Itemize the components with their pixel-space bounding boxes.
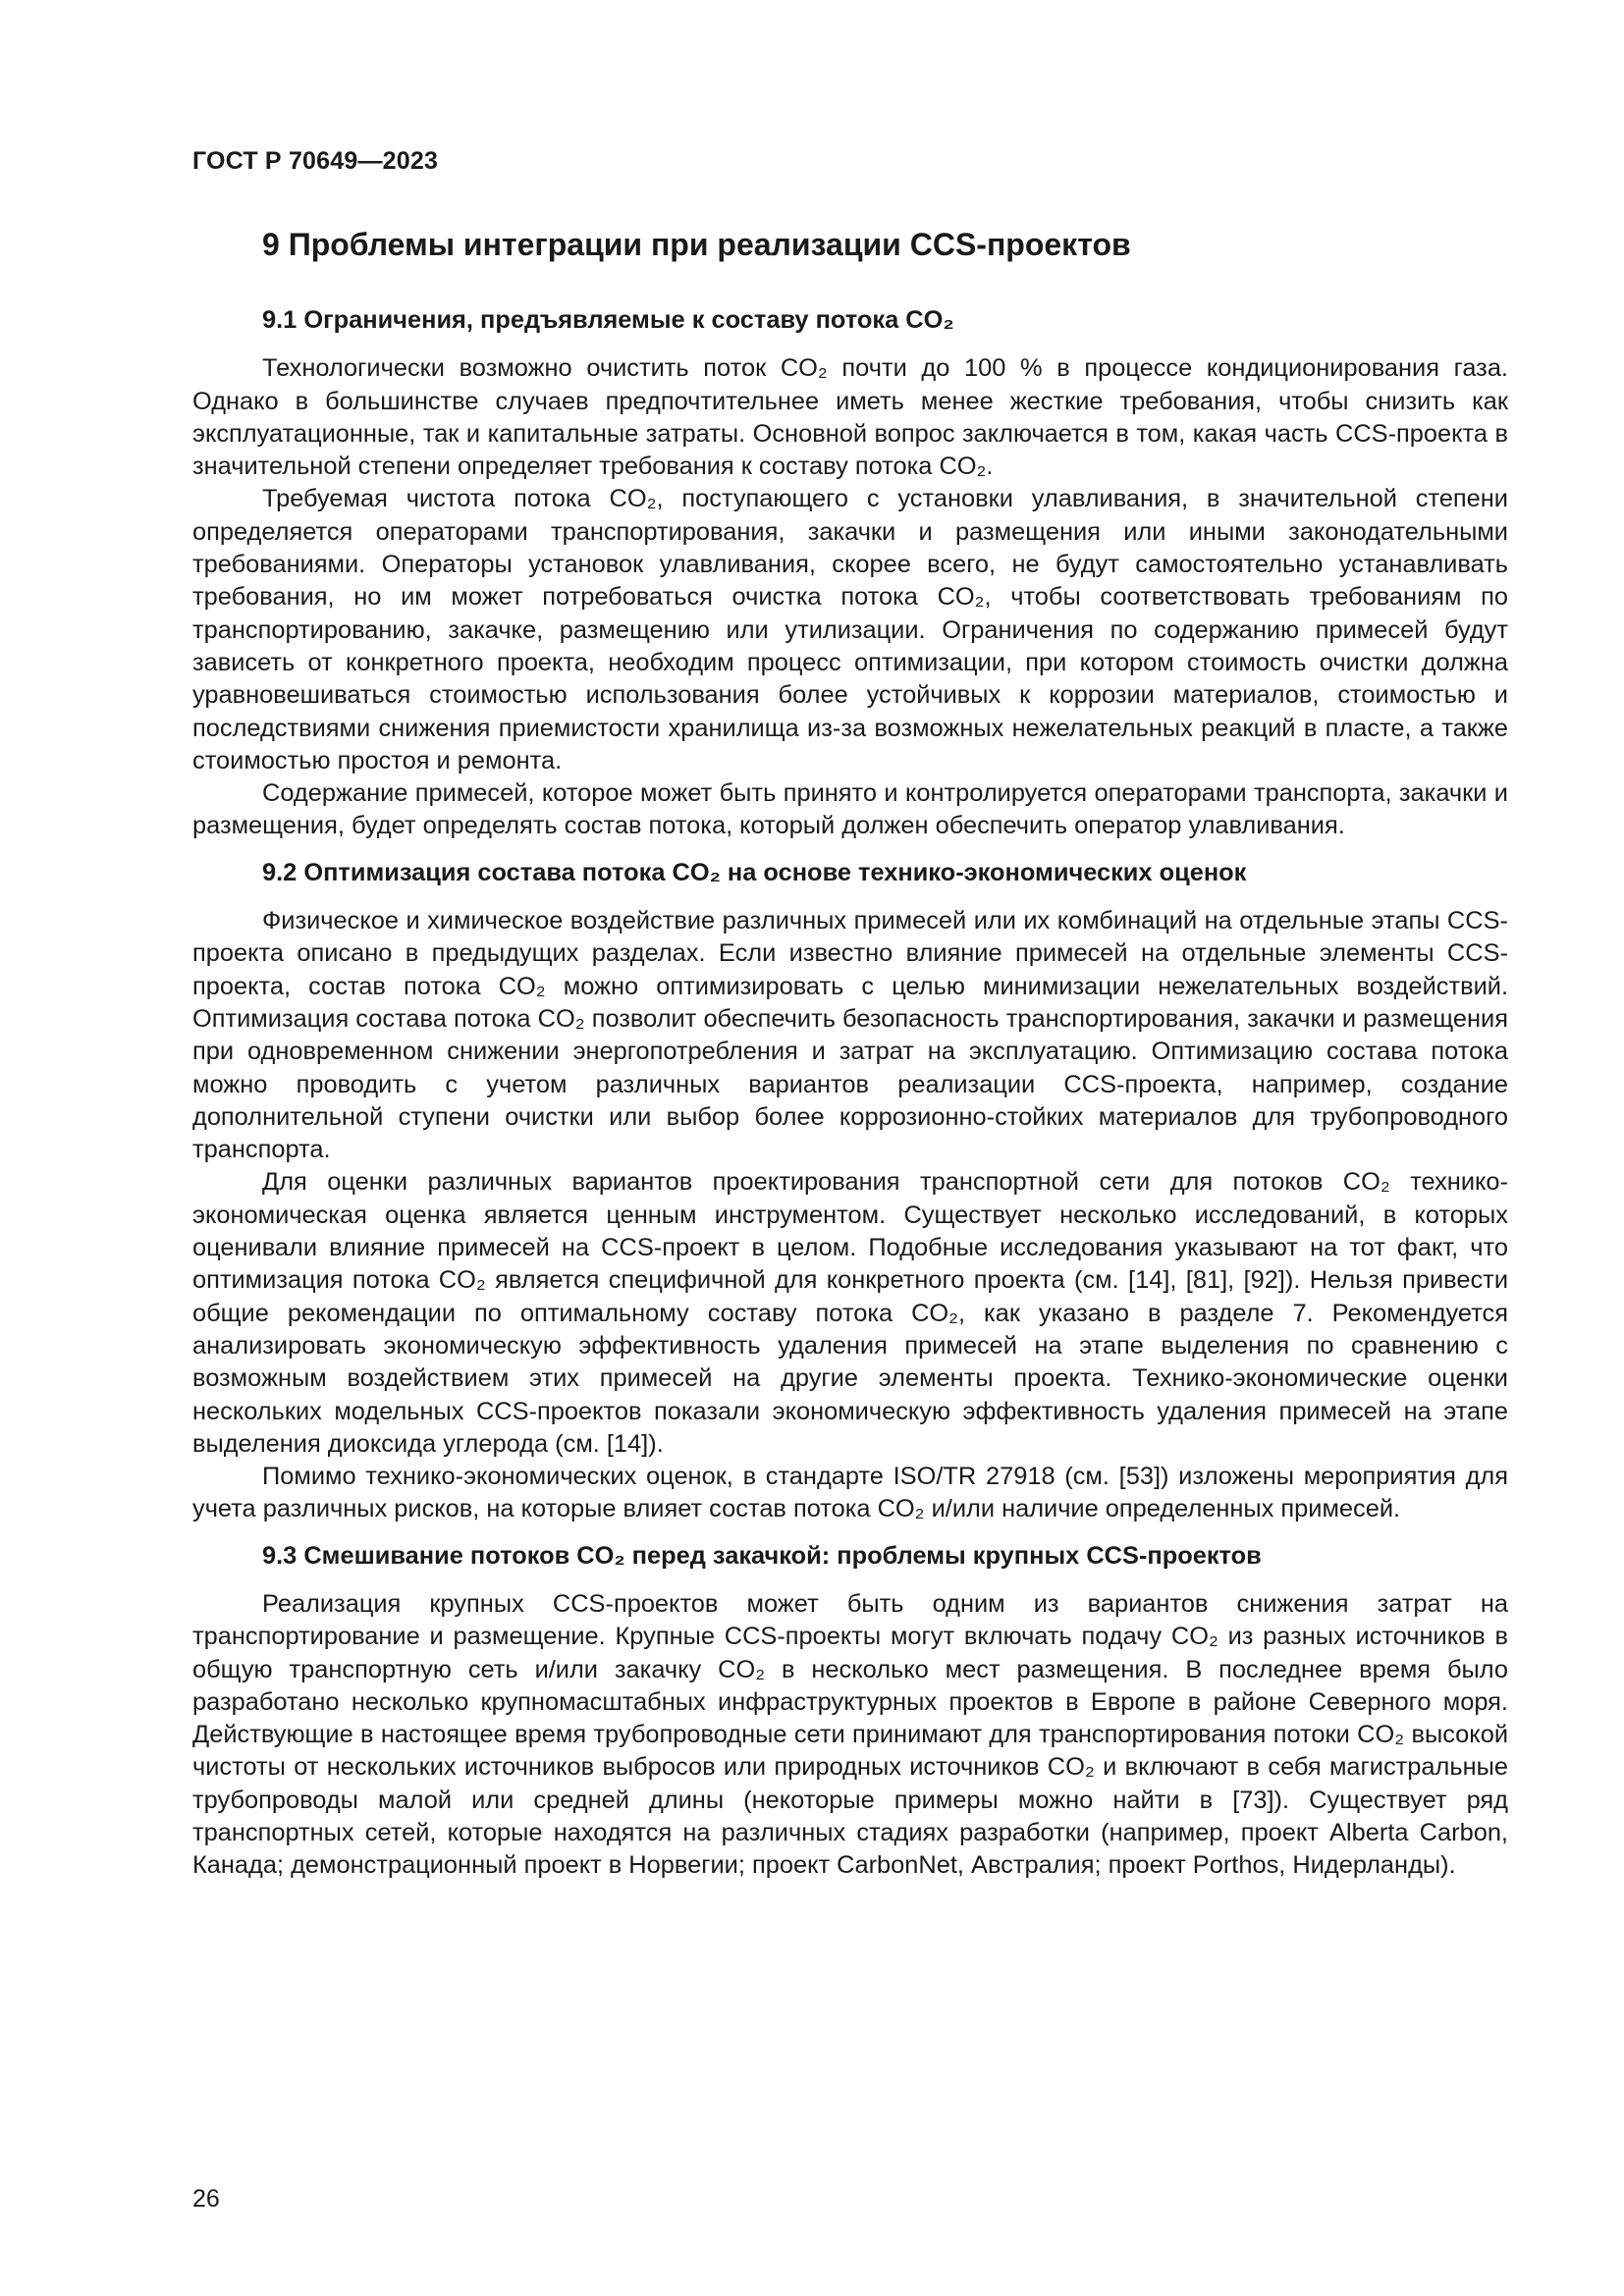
document-id-header: ГОСТ Р 70649—2023 bbox=[192, 147, 439, 175]
paragraph: Реализация крупных CCS-проектов может быть одним из вариантов снижения затрат на транспортирование и размещение. Крупные CCS-проекты могут включать подачу CO₂ из разных источников в общую транспортную сеть и/или закачку CO₂ в несколько мест размещения. В последнее время было разработано несколько крупномасштабных инфраструктурных проектов в Европе в районе Северного моря. Действующие в настоящее время трубопроводные сети принимают для транспортирования потоки CO₂ высокой чистоты от нескольких источников выбросов или природных источников CO₂ и включают в себя магистральные трубопроводы малой или средней длины (некоторые примеры можно найти в [73]). Существует ряд транспортных сетей, которые находятся на различных стадиях разработки (например, проект Alberta Carbon, Канада; демонстрационный проект в Норвегии; проект CarbonNet, Австралия; проект Porthos, Нидерланды). bbox=[192, 1589, 1508, 1880]
section-title: 9 Проблемы интеграции при реализации CCS-проектов bbox=[262, 227, 1131, 262]
subsection-heading-9-1: 9.1 Ограничения, предъявляемые к составу потока CO₂ bbox=[262, 306, 954, 334]
paragraph: Требуемая чистота потока CO₂, поступающего с установки улавливания, в значительной степени определяется операторами транспортирования, закачки и размещения или иными законодательными требованиями. Операторы установок улавливания, скорее всего, не будут самостоятельно устанавливать требования, но им может потребоваться очистка потока CO₂, чтобы соответствовать требованиям по транспортированию, закачке, размещению или утилизации. Ограничения по содержанию примесей будут зависеть от конкретного проекта, необходим процесс оптимизации, при котором стоимость очистки должна уравновешиваться стоимостью использования более устойчивых к коррозии материалов, стоимостью и последствиями снижения приемистости хранилища из-за возможных нежелательных реакций в пласте, а также стоимостью простоя и ремонта. bbox=[192, 485, 1508, 774]
document-body bbox=[192, 304, 1508, 1883]
paragraph: Для оценки различных вариантов проектирования транспортной сети для потоков CO₂ технико-экономическая оценка является ценным инструментом. Существует несколько исследований, в которых оценивали влияние примесей на CCS-проект в целом. Подобные исследования указывают на тот факт, что оптимизация потока CO₂ является специфичной для конкретного проекта (см. [14], [81], [92]). Нельзя привести общие рекомендации по оптимальному составу потока CO₂, как указано в разделе 7. Рекомендуется анализировать экономическую эффективность удаления примесей на этапе выделения по сравнению с возможным воздействием этих примесей на другие элементы проекта. Технико-экономические оценки нескольких модельных CCS-проектов показали экономическую эффективность удаления примесей на этапе выделения диоксида углерода (см. [14]). bbox=[192, 1168, 1508, 1458]
paragraph: Помимо технико-экономических оценок, в стандарте ISO/TR 27918 (см. [53]) изложены мероприятия для учета различных рисков, на которые влияет состав потока CO₂ и/или наличие определенных примесей. bbox=[192, 1463, 1508, 1523]
subsection-heading-9-3: 9.3 Смешивание потоков CO₂ перед закачкой: проблемы крупных CCS-проектов bbox=[262, 1541, 1262, 1570]
paragraph: Физическое и химическое воздействие различных примесей или их комбинаций на отдельные этапы CCS-проекта описано в предыдущих разделах. Если известно влияние примесей на отдельные элементы CCS-проекта, состав потока CO₂ можно оптимизировать с целью минимизации нежелательных воздействий. Оптимизация состава потока CO₂ позволит обеспечить безопасность транспортирования, закачки и размещения при одновременном снижении энергопотребления и затрат на эксплуатацию. Оптимизацию состава потока можно проводить с учетом различных вариантов реализации CCS-проекта, например, создание дополнительной ступени очистки или выбор более коррозионно-стойких материалов для трубопроводного транспорта. bbox=[192, 907, 1508, 1164]
subsection-heading-9-2: 9.2 Оптимизация состава потока CO₂ на основе технико-экономических оценок bbox=[262, 858, 1247, 886]
paragraph: Технологически возможно очистить поток CO₂ почти до 100 % в процессе кондиционирования газа. Однако в большинстве случаев предпочтительнее иметь менее жесткие требования, чтобы снизить как эксплуатационные, так и капитальные затраты. Основной вопрос заключается в том, какая часть CCS-проекта в значительной степени определяет требования к составу потока CO₂. bbox=[192, 354, 1508, 481]
paragraph: Содержание примесей, которое может быть принято и контролируется операторами транспорта, закачки и размещения, будет определять состав потока, который должен обеспечить оператор улавливания. bbox=[192, 779, 1508, 840]
page-number: 26 bbox=[192, 2185, 220, 2213]
